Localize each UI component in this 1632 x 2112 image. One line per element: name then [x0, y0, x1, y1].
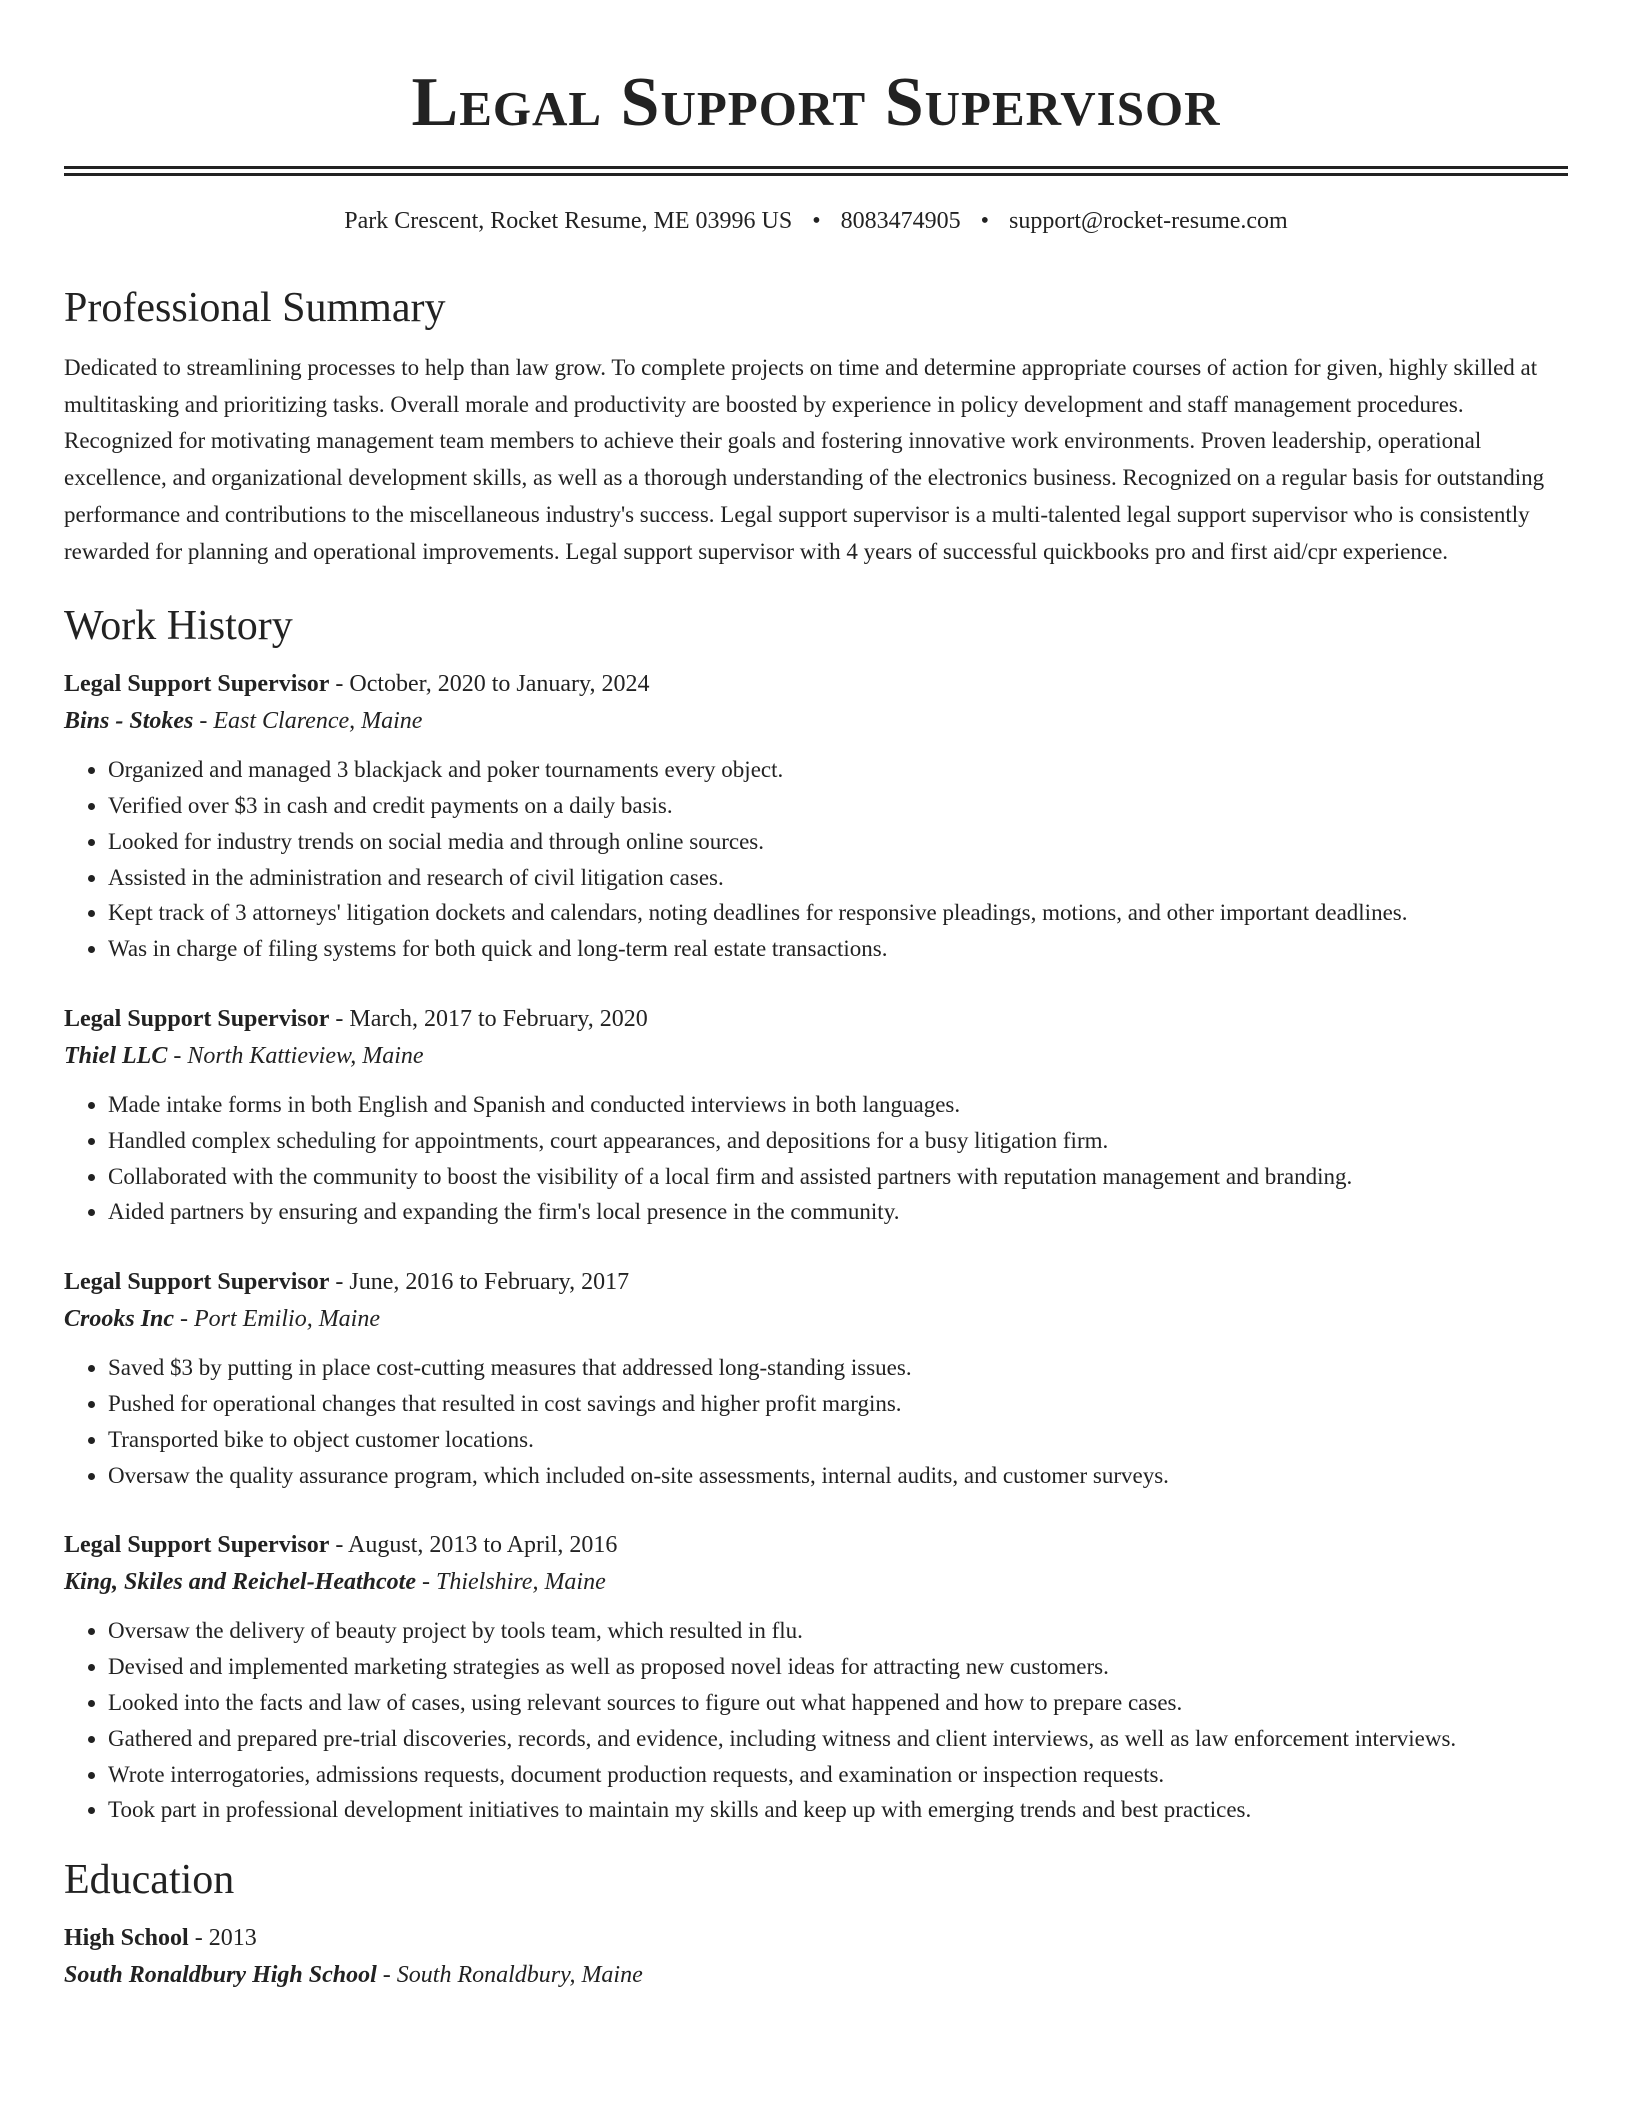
job-company-line: [64, 702, 1568, 740]
work-history-section: [64, 600, 1568, 1828]
job-bullet: • Looked for industry trends on social media and through online sources.: [108, 824, 1568, 860]
job-title: Legal Support Supervisor: [64, 1269, 330, 1296]
job-bullet: • Oversaw the quality assurance program, which included on-site assessments, internal audits, and customer surveys.: [108, 1458, 1568, 1494]
job-company: Thiel LLC: [64, 1043, 168, 1069]
job-title-line: [64, 1001, 1568, 1037]
job-location: - East Clarence, Maine: [193, 708, 423, 735]
job-bullets: [64, 1087, 1568, 1230]
job-bullet: • Devised and implemented marketing strategies as well as proposed novel ideas for attracting new customers.: [108, 1649, 1568, 1685]
job-title: Legal Support Supervisor: [64, 1532, 330, 1559]
job-dates: - June, 2016 to February, 2017: [329, 1269, 630, 1296]
contact-address: Park Crescent, Rocket Resume, ME 03996 US: [344, 208, 793, 234]
job-title-line: [64, 1527, 1568, 1563]
contact-separator: •: [812, 208, 821, 234]
job-entry: [64, 1264, 1568, 1493]
job-company-line: [64, 1037, 1568, 1075]
job-company-line: [64, 1563, 1568, 1601]
job-dates: - August, 2013 to April, 2016: [329, 1532, 618, 1559]
job-bullet: • Pushed for operational changes that resulted in cost savings and higher profit margins.: [108, 1386, 1568, 1422]
contact-phone: 8083474905: [840, 208, 961, 234]
job-location: - Thielshire, Maine: [416, 1569, 606, 1596]
contact-email: support@rocket-resume.com: [1009, 208, 1288, 234]
header-divider: [64, 166, 1568, 176]
job-bullet: • Was in charge of filing systems for both quick and long-term real estate transactions.: [108, 931, 1568, 967]
job-title: Legal Support Supervisor: [64, 1006, 330, 1032]
job-bullet: • Aided partners by ensuring and expanding the firm's local presence in the community.: [108, 1194, 1568, 1230]
job-bullet: • Kept track of 3 attorneys' litigation dockets and calendars, noting deadlines for responsive pleadings, motions, and other important deadlines.: [108, 895, 1568, 931]
resume-content: [64, 0, 1568, 1994]
job-location: - North Kattieview, Maine: [167, 1043, 424, 1069]
job-bullet: • Took part in professional development initiatives to maintain my skills and keep up with emerging trends and best practices.: [108, 1792, 1568, 1828]
education-year: - 2013: [188, 1925, 257, 1952]
job-title-line: [64, 1264, 1568, 1300]
job-bullet: • Transported bike to object customer locations.: [108, 1422, 1568, 1458]
education-section: [64, 1854, 1568, 1994]
job-bullet: • Made intake forms in both English and Spanish and conducted interviews in both languages.: [108, 1087, 1568, 1123]
summary-heading: Professional Summary: [64, 285, 446, 331]
job-location: - Port Emilio, Maine: [174, 1306, 380, 1333]
education-heading: Education: [64, 1857, 235, 1904]
contact-line: [64, 206, 1568, 236]
work-history-heading: Work History: [64, 603, 293, 650]
job-title-line: [64, 666, 1568, 702]
job-company-line: [64, 1300, 1568, 1338]
job-bullet: • Handled complex scheduling for appointments, court appearances, and depositions for a busy litigation firm.: [108, 1123, 1568, 1159]
summary-section: [64, 282, 1568, 570]
job-bullets: [64, 1350, 1568, 1493]
education-degree-line: [64, 1920, 1568, 1956]
job-dates: - October, 2020 to January, 2024: [329, 671, 650, 698]
job-company: Crooks Inc: [64, 1306, 175, 1333]
education-entry: [64, 1920, 1568, 1994]
job-bullets: [64, 752, 1568, 967]
job-bullets: [64, 1613, 1568, 1828]
job-bullet: • Assisted in the administration and research of civil litigation cases.: [108, 860, 1568, 896]
job-bullet: • Looked into the facts and law of cases, using relevant sources to figure out what happened and how to prepare cases.: [108, 1685, 1568, 1721]
candidate-name: Legal Support Supervisor: [411, 64, 1221, 141]
education-location: - South Ronaldbury, Maine: [376, 1962, 643, 1989]
education-school-line: [64, 1956, 1568, 1994]
education-degree: High School: [64, 1925, 189, 1952]
summary-text: Dedicated to streamlining processes to help than law grow. To complete projects on time and determine appropriate courses of action for given, highly skilled at multitasking and prioritizing tasks. Overall morale and productivity are boosted by experience in policy development and staff management procedures. Recognized for motivating management team members to achieve their goals and fostering innovative work environments. Proven leadership, operational excellence, and organizational development skills, as well as a thorough understanding of the electronics business. Recognized on a regular basis for outstanding performance and contributions to the miscellaneous industry's success. Legal support supervisor is a multi-talented legal support supervisor who is consistently rewarded for planning and operational improvements. Legal support supervisor with 4 years of successful quickbooks pro and first aid/cpr experience.: [64, 355, 1545, 564]
job-dates: - March, 2017 to February, 2020: [329, 1006, 648, 1032]
job-company: King, Skiles and Reichel-Heathcote: [64, 1569, 416, 1596]
job-title: Legal Support Supervisor: [64, 671, 330, 698]
job-bullet: • Wrote interrogatories, admissions requests, document production requests, and examination or inspection requests.: [108, 1757, 1568, 1793]
job-entry: [64, 1001, 1568, 1230]
education-school: South Ronaldbury High School: [64, 1962, 377, 1989]
job-bullet: • Collaborated with the community to boost the visibility of a local firm and assisted partners with reputation management and branding.: [108, 1159, 1568, 1195]
job-bullet: • Oversaw the delivery of beauty project by tools team, which resulted in flu.: [108, 1613, 1568, 1649]
job-bullet: • Gathered and prepared pre-trial discoveries, records, and evidence, including witness and client interviews, as well as law enforcement interviews.: [108, 1721, 1568, 1757]
contact-separator: •: [980, 208, 990, 234]
job-entry: [64, 1527, 1568, 1828]
job-bullet: • Verified over $3 in cash and credit payments on a daily basis.: [108, 788, 1568, 824]
job-entry: [64, 666, 1568, 967]
job-bullet: • Saved $3 by putting in place cost-cutting measures that addressed long-standing issues.: [108, 1350, 1568, 1386]
job-bullet: • Organized and managed 3 blackjack and poker tournaments every object.: [108, 752, 1568, 788]
job-company: Bins - Stokes: [64, 708, 194, 735]
